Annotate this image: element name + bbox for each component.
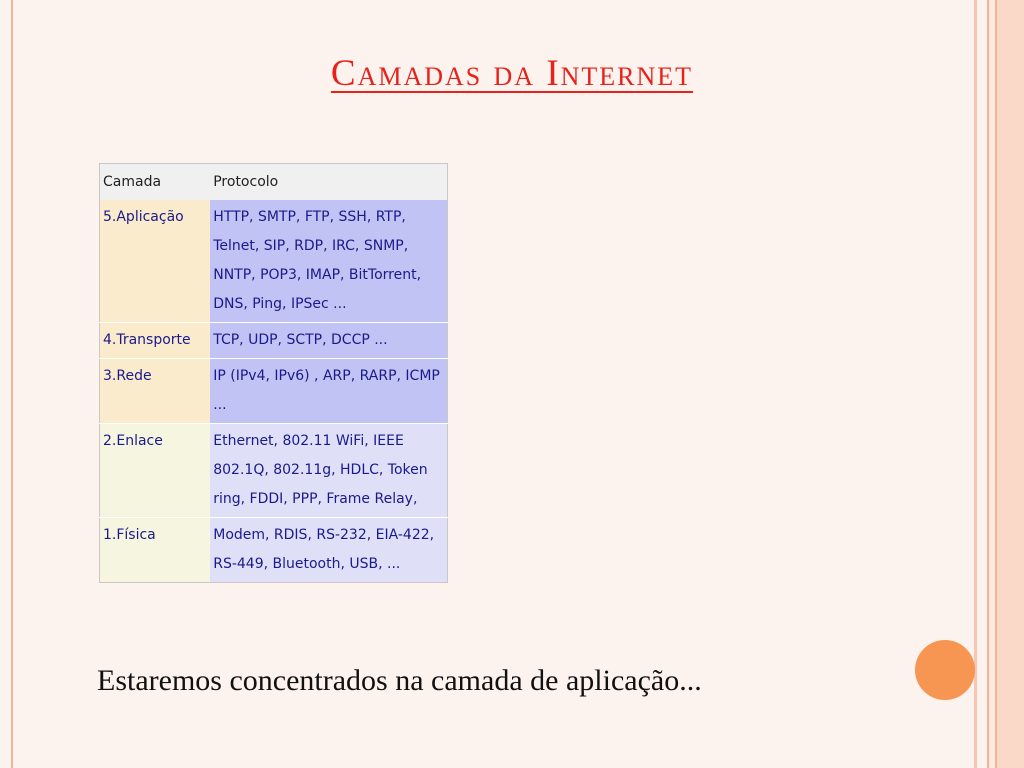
right-frame-stripes [974, 0, 1024, 768]
protocols-cell: TCP, UDP, SCTP, DCCP ... [210, 323, 447, 359]
protocols-cell: Ethernet, 802.11 WiFi, IEEE 802.1Q, 802.11g, HDLC, Token ring, FDDI, PPP, Frame Relay, [210, 424, 447, 518]
layer-cell: 3.Rede [100, 359, 211, 424]
layer-cell: 5.Aplicação [100, 200, 211, 323]
table-row [100, 359, 448, 424]
layer-cell: 4.Transporte [100, 323, 211, 359]
header-camada: Camada [100, 164, 211, 201]
protocols-cell: Modem, RDIS, RS-232, EIA-422, RS-449, Bluetooth, USB, ... [210, 518, 447, 583]
table-row [100, 518, 448, 583]
header-protocolo: Protocolo [210, 164, 447, 201]
layer-cell: 1.Física [100, 518, 211, 583]
internet-layers-table [99, 163, 448, 583]
accent-circle [915, 640, 975, 700]
slide-title: Camadas da Internet [330, 53, 694, 94]
protocols-cell: HTTP, SMTP, FTP, SSH, RTP, Telnet, SIP, RDP, IRC, SNMP, NNTP, POP3, IMAP, BitTorrent, DNS, Ping, IPSec ... [210, 200, 447, 323]
table-row [100, 424, 448, 518]
table-row [100, 200, 448, 323]
table-row [100, 323, 448, 359]
layer-cell: 2.Enlace [100, 424, 211, 518]
protocols-cell: IP (IPv4, IPv6) , ARP, RARP, ICMP ... [210, 359, 447, 424]
slide-caption: Estaremos concentrados na camada de aplicação... [97, 664, 702, 697]
left-frame-border [0, 0, 13, 768]
table-header-row [100, 164, 448, 201]
